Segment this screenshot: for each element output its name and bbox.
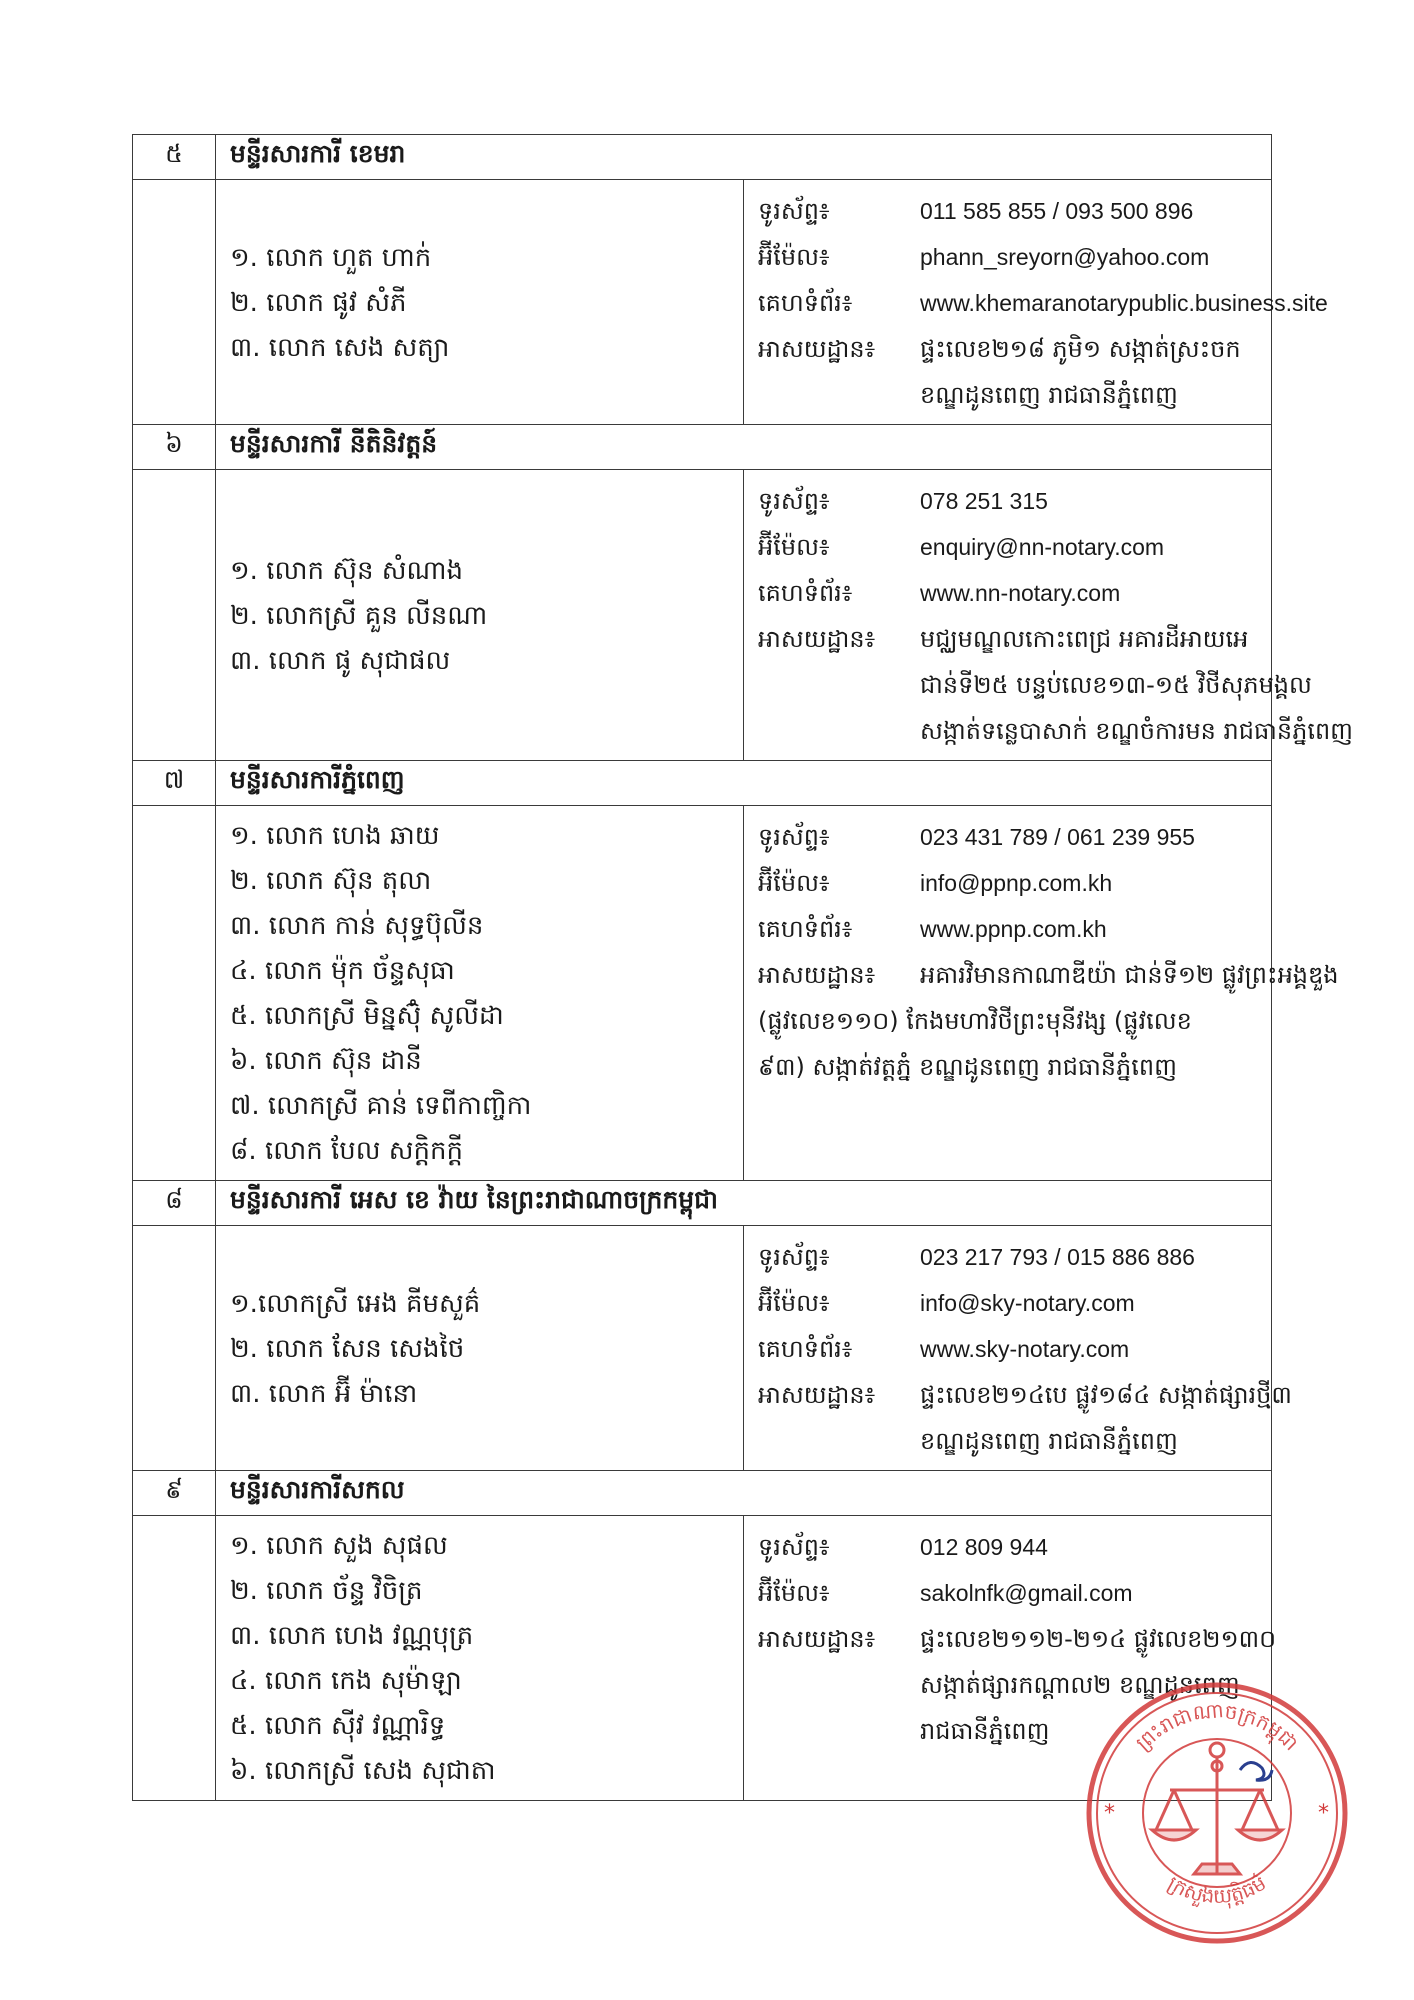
phone-value: 078 251 315 — [920, 488, 1048, 514]
address-row — [758, 1616, 1277, 1662]
entry-title: មន្ទីរសារការីភ្នំពេញ — [216, 761, 1272, 806]
website-value: www.ppnp.com.kh — [920, 916, 1107, 942]
entry-number: ៨ — [133, 1181, 216, 1226]
entry-title: មន្ទីរសារការីសកល — [216, 1471, 1272, 1516]
website-row — [758, 1326, 1271, 1372]
scales-of-justice-icon — [1152, 1743, 1282, 1874]
signature-mark — [1240, 1762, 1272, 1780]
member-name: ២. លោកស្រី គួន លីនណា — [230, 600, 488, 631]
seal-star-right: * — [1318, 1801, 1329, 1826]
email-row — [758, 1280, 1271, 1326]
phone-row — [758, 814, 1271, 860]
entry-header — [133, 425, 1272, 470]
email-label: អ៊ីម៉ែល៖ — [758, 533, 830, 561]
entry-body — [133, 1226, 1272, 1471]
member-name: ៧. លោកស្រី គាន់ ទេពីកាញ្ចិកា — [230, 1091, 532, 1121]
member-name: ៣. លោក ផូ សុជាផល — [230, 645, 451, 676]
notary-directory-table — [132, 134, 1354, 1801]
address-row — [758, 616, 1271, 662]
address-line: អគារវិមានកាណាឌីយ៉ា ជាន់ទី១២ ផ្លូវព្រះអង្គឌួង — [920, 961, 1339, 989]
entry-body — [133, 806, 1272, 1181]
address-line: ផ្ទះលេខ២១៤បេ ផ្លូវ១៨៤ សង្កាត់ផ្សារថ្មី៣ — [920, 1381, 1292, 1409]
member-name: ៤. លោក ម៉ុក ច័ន្ទសុធា — [230, 956, 455, 986]
member-name: ១.លោកស្រី អេង គីមសួគ៌ — [230, 1288, 481, 1319]
entry-header — [133, 1471, 1272, 1516]
email-label: អ៊ីម៉ែល៖ — [758, 1289, 830, 1317]
contacts-cell — [744, 1226, 1292, 1471]
member-name: ១. លោក ស៊ុន សំណាង — [230, 555, 464, 586]
member-name: ២. លោក សែន សេងថៃ — [230, 1333, 465, 1364]
member-name: ១. លោក ហួត ហាក់ — [230, 242, 432, 273]
seal-bottom-text: ក្រសួងយុត្តិធម៌ — [1163, 1870, 1271, 1909]
member-name: ៣. លោក អ៊ី ម៉ានោ — [230, 1378, 418, 1409]
members-cell — [216, 806, 744, 1181]
entry-title: មន្ទីរសារការី អេស ខេ វ៉ាយ នៃព្រះរាជាណាចក្រកម្ពុជា — [216, 1181, 1272, 1226]
member-name: ៦. លោក ស៊ុន ដានី — [230, 1046, 422, 1076]
website-row — [758, 570, 1271, 616]
members-cell — [216, 1226, 744, 1471]
phone-row — [758, 188, 1271, 234]
phone-label: ទូរស័ព្ទ៖ — [758, 197, 830, 225]
member-name: ៣. លោក សេង សត្យា — [230, 332, 450, 363]
phone-value: 023 431 789 / 061 239 955 — [920, 824, 1195, 850]
entry-number: ៦ — [133, 425, 216, 470]
email-value: info@ppnp.com.kh — [920, 870, 1113, 896]
address-label: អាសយដ្ឋាន៖ — [758, 625, 876, 653]
address-row — [758, 326, 1271, 372]
address-line: រាជធានីភ្នំពេញ — [920, 1717, 1050, 1745]
address-label: អាសយដ្ឋាន៖ — [758, 961, 876, 989]
email-value: info@sky-notary.com — [920, 1290, 1135, 1316]
number-spacer — [133, 180, 216, 425]
website-value: www.khemaranotarypublic.business.site — [920, 290, 1328, 316]
address-label: អាសយដ្ឋាន៖ — [758, 1625, 876, 1653]
address-label: អាសយដ្ឋាន៖ — [758, 1381, 876, 1409]
email-label: អ៊ីម៉ែល៖ — [758, 869, 830, 897]
address-line: ផ្ទះលេខ២១១២-២១៤ ផ្លូវលេខ២១៣០ — [920, 1625, 1277, 1653]
phone-value: 011 585 855 / 093 500 896 — [920, 198, 1194, 224]
phone-value: 023 217 793 / 015 886 886 — [920, 1244, 1195, 1270]
member-name: ៦. លោកស្រី សេង សុជាតា — [230, 1756, 496, 1786]
email-row — [758, 1570, 1271, 1616]
email-row — [758, 860, 1271, 906]
website-label: គេហទំព័រ៖ — [758, 1335, 853, 1363]
address-line: សង្កាត់ផ្សារកណ្ដាល២ ខណ្ឌដូនពេញ — [920, 1671, 1240, 1699]
entry-number: ៩ — [133, 1471, 216, 1516]
phone-value: 012 809 944 — [920, 1534, 1048, 1560]
phone-label: ទូរស័ព្ទ៖ — [758, 487, 830, 515]
email-value: sakolnfk@gmail.com — [920, 1580, 1133, 1606]
email-row — [758, 524, 1271, 570]
email-value: phann_sreyorn@yahoo.com — [920, 244, 1210, 270]
address-label: អាសយដ្ឋាន៖ — [758, 335, 876, 363]
address-line: មជ្ឈមណ្ឌលកោះពេជ្រ អគារដីអាយអេ — [920, 625, 1249, 653]
website-value: www.sky-notary.com — [920, 1336, 1130, 1362]
number-spacer — [133, 470, 216, 761]
contacts-cell — [744, 470, 1354, 761]
member-name: ៣. លោក កាន់ សុទ្ធប៊ុលីន — [230, 911, 484, 941]
number-spacer — [133, 1516, 216, 1801]
member-name: ២. លោក ច័ន្ទ វិចិត្រ — [230, 1576, 423, 1606]
entry-body — [133, 470, 1272, 761]
member-name: ១. លោក ហេង ឆាយ — [230, 821, 440, 851]
email-value: enquiry@nn-notary.com — [920, 534, 1165, 560]
phone-label: ទូរស័ព្ទ៖ — [758, 1243, 830, 1271]
contacts-cell — [744, 806, 1339, 1181]
members-cell — [216, 180, 744, 425]
address-line: ៩៣) សង្កាត់វត្តភ្នំ ខណ្ឌដូនពេញ រាជធានីភ្នំពេញ — [758, 1053, 1177, 1081]
member-name: ៣. លោក ហេង វណ្ណបុត្រ — [230, 1621, 474, 1651]
website-value: www.nn-notary.com — [920, 580, 1121, 606]
number-spacer — [133, 1226, 216, 1471]
entry-title: មន្ទីរសារការី ខេមរា — [216, 135, 1272, 180]
seal-star-left: * — [1104, 1801, 1115, 1826]
member-name: ២. លោក ស៊ុន តុលា — [230, 866, 432, 896]
seal-top-text: ព្រះរាជាណាចក្រកម្ពុជា — [1130, 1698, 1304, 1756]
website-label: គេហទំព័រ៖ — [758, 579, 853, 607]
member-name: ៨. លោក បែល សក្តិកក្តី — [230, 1136, 464, 1166]
address-line: ជាន់ទី២៥ បន្ទប់លេខ១៣-១៥ វិថីសុភមង្គល — [920, 671, 1312, 699]
address-line: សង្កាត់ទន្លេបាសាក់ ខណ្ឌចំការមន រាជធានីភ្នំពេញ — [920, 717, 1354, 745]
address-line: ខណ្ឌដូនពេញ រាជធានីភ្នំពេញ — [920, 381, 1178, 409]
website-label: គេហទំព័រ៖ — [758, 915, 853, 943]
website-row — [758, 906, 1271, 952]
entry-header — [133, 761, 1272, 806]
entry-number: ៥ — [133, 135, 216, 180]
member-name: ៥. លោកស្រី មិន្នស៊ុំ សូលីដា — [230, 1001, 504, 1031]
address-row — [758, 952, 1339, 998]
entry-title: មន្ទីរសារការី នីតិនិវត្តន៍ — [216, 425, 1272, 470]
ministry-seal-stamp — [1082, 1678, 1352, 1948]
member-name: ១. លោក សួង សុផល — [230, 1531, 448, 1561]
address-line: ខណ្ឌដូនពេញ រាជធានីភ្នំពេញ — [920, 1427, 1178, 1455]
website-label: គេហទំព័រ៖ — [758, 289, 853, 317]
entry-number: ៧ — [133, 761, 216, 806]
email-label: អ៊ីម៉ែល៖ — [758, 1579, 830, 1607]
member-name: ៤. លោក កេង សុម៉ាឡា — [230, 1666, 462, 1696]
members-cell — [216, 1516, 744, 1801]
phone-label: ទូរស័ព្ទ៖ — [758, 823, 830, 851]
member-name: ២. លោក ផូវ សំភី — [230, 287, 407, 318]
email-label: អ៊ីម៉ែល៖ — [758, 243, 830, 271]
entry-header — [133, 1181, 1272, 1226]
address-line: ផ្ទះលេខ២១៨ ភូមិ១ សង្កាត់ស្រះចក — [920, 335, 1241, 363]
member-name: ៥. លោក ស៊ីវ វណ្ណារិទ្ធ — [230, 1711, 446, 1741]
number-spacer — [133, 806, 216, 1181]
website-row — [758, 280, 1328, 326]
contacts-cell — [744, 180, 1328, 425]
phone-row — [758, 1524, 1271, 1570]
address-line: (ផ្លូវលេខ១១០) កែងមហាវិថីព្រះមុនីវង្ស (ផ្លូវលេខ — [758, 1007, 1192, 1035]
phone-row — [758, 478, 1271, 524]
phone-row — [758, 1234, 1271, 1280]
entry-header — [133, 135, 1272, 180]
members-cell — [216, 470, 744, 761]
entry-body — [133, 180, 1272, 425]
address-row — [758, 1372, 1292, 1418]
phone-label: ទូរស័ព្ទ៖ — [758, 1533, 830, 1561]
email-row — [758, 234, 1271, 280]
